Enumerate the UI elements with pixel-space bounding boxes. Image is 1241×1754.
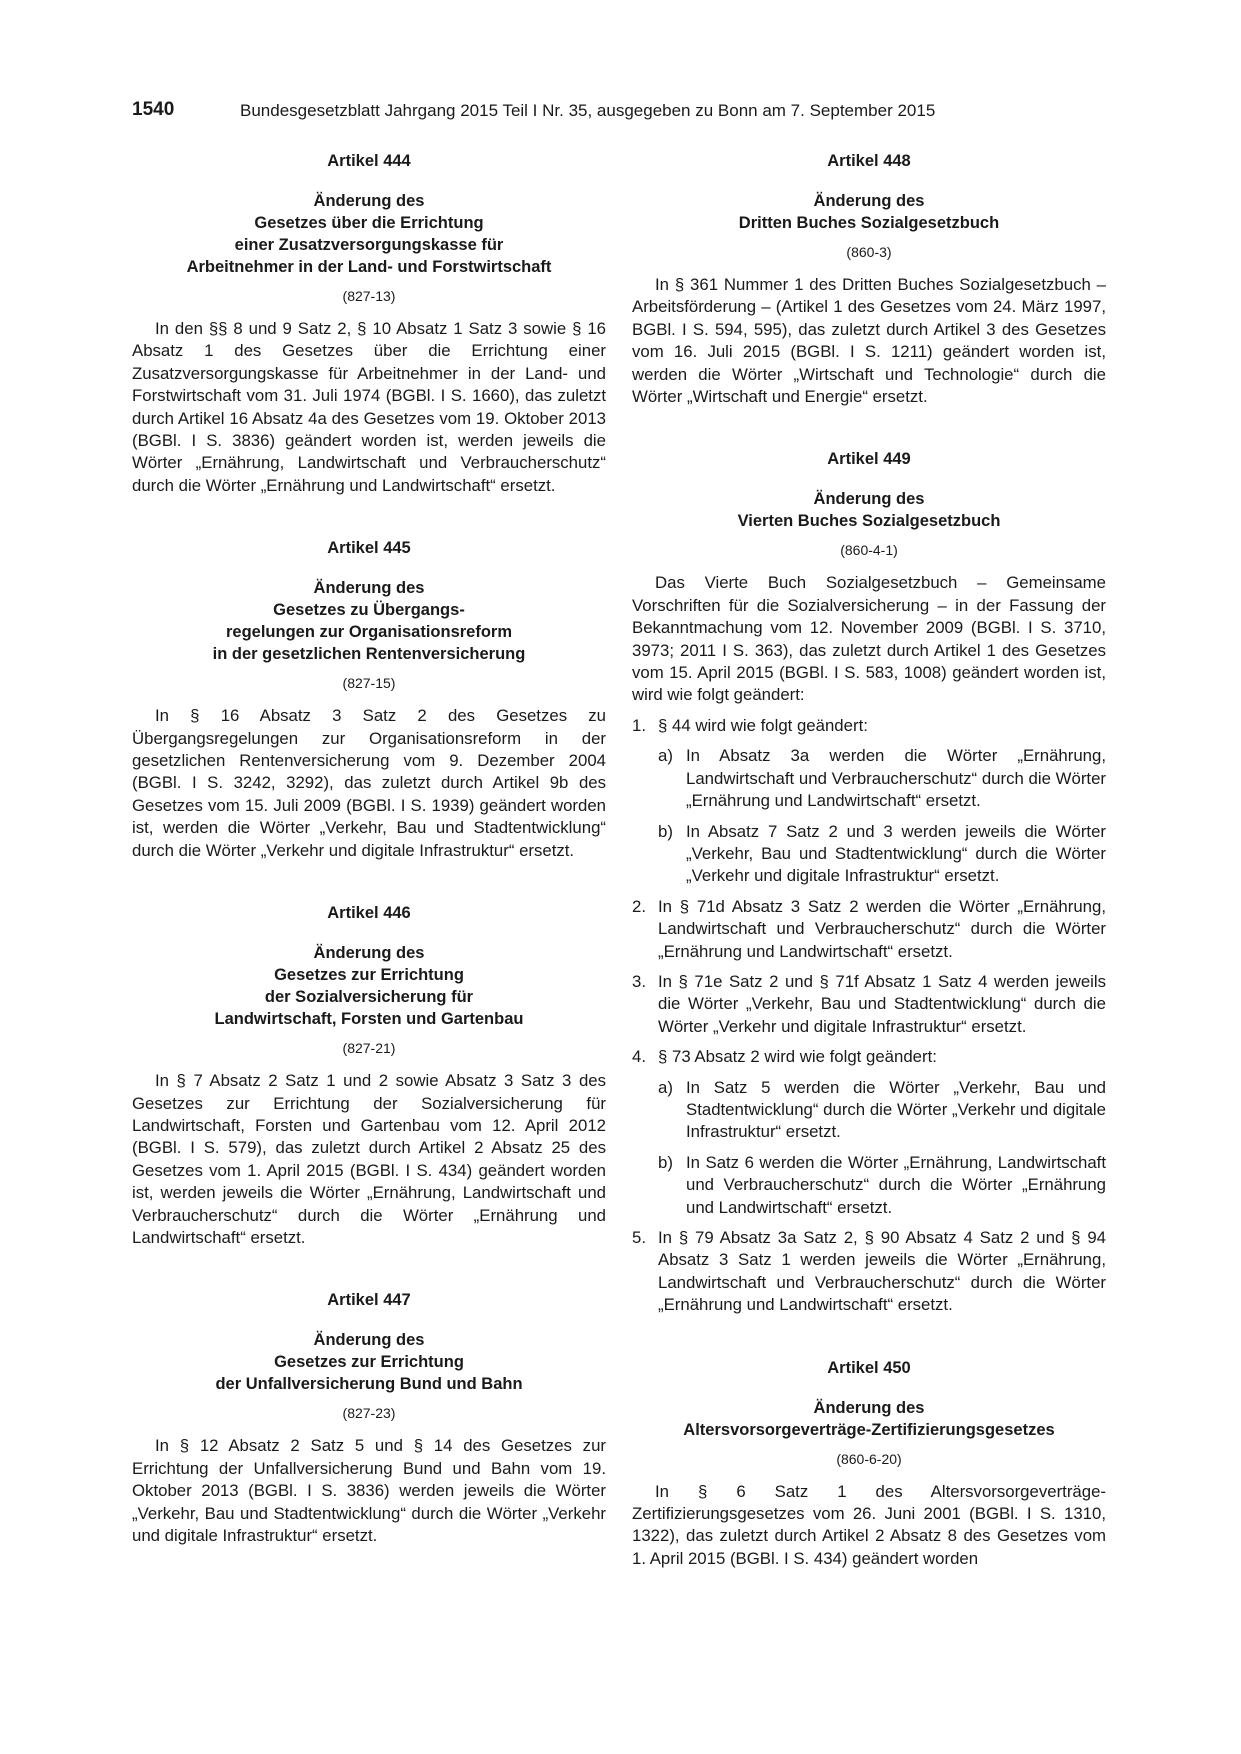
article-number: Artikel 449 [827,450,911,469]
article-text: In § 6 Satz 1 des Altersvorsorgeverträge-Zertifizierungsgesetzes vom 26. Juni 2001 (BGBl. I S. 1310, 1322), das zuletzt durch Artikel 2 Absatz 8 des Gesetzes vom 1. April 2015 (BGBl. I S. 434) geändert worden [632,1481,1106,1568]
sub-list-item-text: In Satz 6 werden die Wörter „Ernährung, Landwirtschaft und Verbraucherschutz“ durch die Wörter „Ernährung und Landwirtschaft“ ersetzt. [686,1152,1106,1217]
article-title-line: Änderung des [313,944,425,963]
article-title-line: in der gesetzlichen Rentenversicherung [212,645,526,664]
article-title-line: Vierten Buches Sozialgesetzbuch [737,512,1001,531]
article-code: (827-13) [342,288,396,304]
list-item [632,1046,1106,1219]
article-text: In § 361 Nummer 1 des Dritten Buches Sozialgesetzbuch – Arbeitsförderung – (Artikel 1 des Gesetzes vom 24. März 1997, BGBl. I S. 594, 595), das zuletzt durch Artikel 3 des Gesetzes vom 16. Juli 2015 (BGBl. I S. 1211) geändert worden ist, werden die Wörter „Wirtschaft und Technologie“ durch die Wörter „Wirtschaft und Energie“ ersetzt. [632,275,1106,407]
sub-list-item-marker: b) [658,1152,673,1172]
list-item-marker: 5. [632,1228,646,1247]
article-code: (860-6-20) [836,1450,902,1467]
article-title-line: Altersvorsorgeverträge-Zertifizierungsgesetzes [683,1420,1055,1439]
list-item-text: In § 79 Absatz 3a Satz 2, § 90 Absatz 4 Satz 2 und § 94 Absatz 3 Satz 1 werden jeweils die Wörter „Ernährung, Landwirtschaft und Verbraucherschutz“ durch die Wörter „Ernährung und Landwirtschaft“ ersetzt. [658,1228,1106,1315]
sub-list-item [658,1152,1106,1219]
list-item [632,715,1106,888]
sub-list-item [658,1077,1106,1144]
sub-list-item-text: In Absatz 7 Satz 2 und 3 werden jeweils die Wörter „Verkehr, Bau und Stadtentwicklung“ durch die Wörter „Verkehr und digitale Infrastruktur“ ersetzt. [686,821,1106,886]
list-item-text: In § 71d Absatz 3 Satz 2 werden die Wörter „Ernährung, Landwirtschaft und Verbraucherschutz“ durch die Wörter „Ernährung und Landwirtschaft“ ersetzt. [658,896,1106,961]
sub-list-item-marker: b) [658,821,673,841]
right-column [632,150,1106,1570]
article-code: (827-15) [342,675,396,692]
article-text: In § 16 Absatz 3 Satz 2 des Gesetzes zu Übergangsregelungen zur Organisationsreform in der gesetzlichen Rentenversicherung vom 9. Dezember 2004 (BGBl. I S. 3242, 3292), das zuletzt durch Artikel 9b des Gesetzes vom 15. Juli 2009 (BGBl. I S. 1939) geändert worden ist, werden die Wörter „Verkehr, Bau und Stadtentwicklung“ durch die Wörter „Verkehr und digitale Infrastruktur“ ersetzt. [132,706,606,860]
article-number: Artikel 446 [327,904,411,923]
article-450 [632,1357,1106,1571]
article-code: (827-23) [342,1405,396,1422]
article-title-line: Änderung des [313,579,425,598]
page-number: 1540 [132,99,175,120]
article-number: Artikel 447 [327,1291,411,1310]
list-item [632,1227,1106,1317]
article-title-line: einer Zusatzversorgungskasse für [234,236,504,254]
article-title-line: Gesetzes zur Errichtung [274,966,464,985]
sub-list-item [658,821,1106,888]
article-title-line: Dritten Buches Sozialgesetzbuch [738,214,1000,232]
amendment-list [632,715,1106,1317]
article-title-line: Gesetzes über die Errichtung [254,214,484,232]
article-code: (860-3) [846,244,892,260]
article-title-line: der Unfallversicherung Bund und Bahn [215,1375,523,1394]
article-title-line: Arbeitnehmer in der Land- und Forstwirtschaft [186,258,552,276]
page-header [132,99,1112,129]
article-447 [132,1289,606,1547]
article-445 [132,537,606,862]
list-item-text: In § 71e Satz 2 und § 71f Absatz 1 Satz 4 werden jeweils die Wörter „Verkehr, Bau und Stadtentwicklung“ durch die Wörter „Verkehr und digitale Infrastruktur“ ersetzt. [658,971,1106,1036]
article-title [132,577,606,665]
article-title-line: Änderung des [313,192,425,210]
list-item-marker: 2. [632,896,646,916]
article-title-line: Änderung des [813,490,925,509]
left-column [132,150,606,1547]
sub-list-item-text: In Satz 5 werden die Wörter „Verkehr, Bau und Stadtentwicklung“ durch die Wörter „Verkehr und digitale Infrastruktur“ ersetzt. [686,1077,1106,1142]
article-449 [632,448,1106,1316]
article-title [132,942,606,1030]
article-title [632,488,1106,532]
article-text: In den §§ 8 und 9 Satz 2, § 10 Absatz 1 Satz 3 sowie § 16 Absatz 1 des Gesetzes über die Errichtung einer Zusatzversorgungskasse für Arbeitnehmer in der Land- und Forstwirtschaft vom 31. Juli 1974 (BGBl. I S. 1660), das zuletzt durch Artikel 16 Absatz 4a des Gesetzes vom 19. Oktober 2013 (BGBl. I S. 3836) geändert worden ist, werden jeweils die Wörter „Ernährung, Landwirtschaft und Verbraucherschutz“ durch die Wörter „Ernährung und Landwirtschaft“ ersetzt. [132,319,606,495]
article-title-line: Landwirtschaft, Forsten und Gartenbau [214,1010,524,1029]
article-title-line: Gesetzes zur Errichtung [274,1353,464,1372]
list-item-text: § 44 wird wie folgt geändert: [658,715,868,735]
article-text: In § 7 Absatz 2 Satz 1 und 2 sowie Absatz 3 Satz 3 des Gesetzes zur Errichtung der Sozialversicherung für Landwirtschaft, Forsten und Gartenbau vom 12. April 2012 (BGBl. I S. 579), das zuletzt durch Artikel 2 Absatz 25 des Gesetzes vom 1. April 2015 (BGBl. I S. 434) geändert worden ist, werden jeweils die Wörter „Ernährung, Landwirtschaft und Verbraucherschutz“ durch die Wörter „Ernährung und Landwirtschaft“ ersetzt. [132,1071,606,1247]
article-448 [632,150,1106,408]
article-446 [132,902,606,1249]
article-title [132,1329,606,1395]
article-code: (827-21) [342,1040,396,1057]
article-title [632,190,1106,234]
sub-list-item-marker: a) [658,746,673,766]
list-item-marker: 4. [632,1047,646,1067]
sub-list-item-text: In Absatz 3a werden die Wörter „Ernährung, Landwirtschaft und Verbraucherschutz“ durch die Wörter „Ernährung und Landwirtschaft“ ersetzt. [686,746,1106,811]
sub-list [658,745,1106,887]
publication-header: Bundesgesetzblatt Jahrgang 2015 Teil I Nr. 35, ausgegeben zu Bonn am 7. September 2015 [240,101,936,120]
list-item-marker: 3. [632,971,646,991]
list-item [632,896,1106,963]
sub-list [658,1077,1106,1219]
article-text: In § 12 Absatz 2 Satz 5 und § 14 des Gesetzes zur Errichtung der Unfallversicherung Bund und Bahn vom 19. Oktober 2013 (BGBl. I S. 3836) werden jeweils die Wörter „Verkehr, Bau und Stadtentwicklung“ durch die Wörter „Verkehr und digitale Infrastruktur“ ersetzt. [132,1436,606,1545]
article-title [632,1397,1106,1441]
article-title-line: Gesetzes zu Übergangs- [273,601,465,620]
list-item-text: § 73 Absatz 2 wird wie folgt geändert: [658,1047,937,1067]
article-title-line: Änderung des [813,192,925,210]
article-title-line: Änderung des [313,1331,425,1350]
sub-list-item [658,745,1106,812]
article-code: (860-4-1) [840,542,898,559]
article-number: Artikel 445 [327,539,411,558]
article-title-line: Änderung des [813,1398,925,1417]
list-item-marker: 1. [632,715,646,735]
article-title [132,190,606,278]
article-444 [132,150,606,497]
article-number: Artikel 448 [827,152,911,170]
list-item [632,971,1106,1038]
article-intro: Das Vierte Buch Sozialgesetzbuch – Gemeinsame Vorschriften für die Sozialversicherung – in der Fassung der Bekanntmachung vom 12. November 2009 (BGBl. I S. 3710, 3973; 2011 I S. 363), das zuletzt durch Artikel 1 des Gesetzes vom 15. April 2015 (BGBl. I S. 583, 1008) geändert worden ist, wird wie folgt geändert: [632,573,1106,705]
article-number: Artikel 450 [827,1358,911,1377]
article-title-line: regelungen zur Organisationsreform [225,623,513,642]
sub-list-item-marker: a) [658,1077,673,1097]
article-title-line: der Sozialversicherung für [264,988,474,1007]
article-number: Artikel 444 [327,152,411,170]
